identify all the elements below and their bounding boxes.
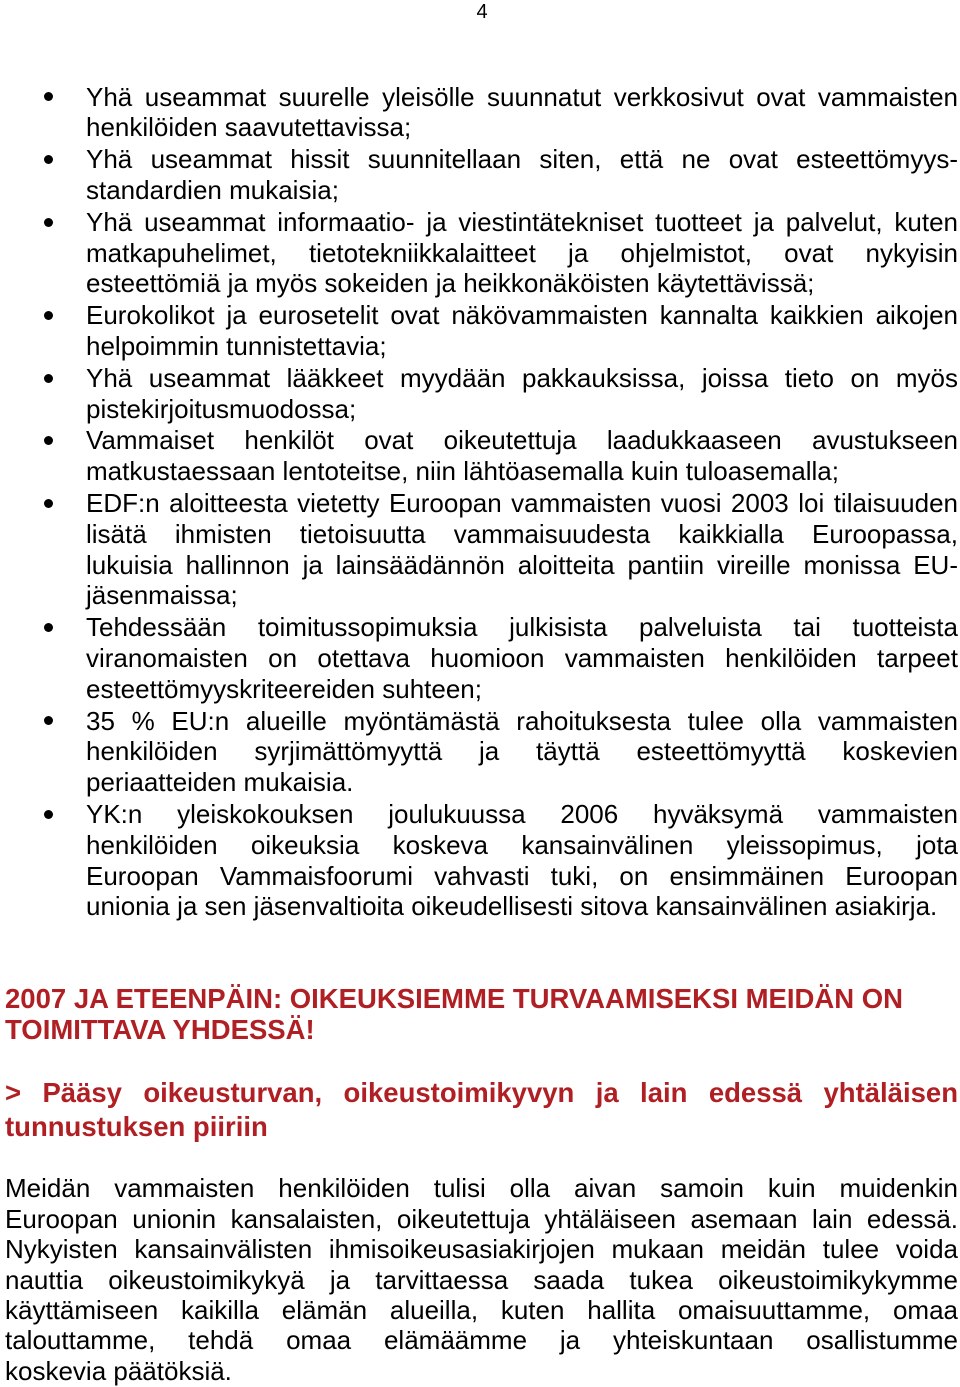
bullet-item bbox=[0, 612, 958, 704]
bullet-line: unionia ja sen jäsenvaltioita oikeudellisesti sitova kansainvälinen asiakirja. bbox=[86, 891, 938, 922]
bullet-item bbox=[0, 425, 958, 487]
paragraph-line: Nykyisten kansainvälisten ihmisoikeusasiakirjojen mukaan meidän tulee voida bbox=[5, 1234, 958, 1265]
bullet-line: standardien mukaisia; bbox=[86, 174, 339, 205]
bullet-line: Eurokolikot ja eurosetelit ovat näkövammaisten kannalta kaikkien aikojen bbox=[86, 300, 958, 331]
bullet-item bbox=[0, 488, 958, 611]
bullet-icon bbox=[44, 716, 53, 725]
bullet-line: henkilöiden saavutettavissa; bbox=[86, 112, 412, 143]
paragraph-line: Euroopan unionin kansalaisten, oikeutettuja yhtäläiseen asemaan lain edessä. bbox=[5, 1203, 958, 1234]
bullet-item bbox=[0, 207, 958, 299]
subsection-heading-line: > Pääsy oikeusturvan, oikeustoimikyvyn ja lain edessä yhtäläisen bbox=[5, 1077, 958, 1108]
bullet-line: Yhä useammat lääkkeet myydään pakkauksissa, joissa tieto on myös bbox=[86, 362, 958, 393]
section-heading bbox=[5, 983, 958, 1045]
bullet-icon bbox=[44, 499, 53, 508]
paragraph-line: käyttämiseen kaikilla elämän alueilla, kuten hallita omaisuuttamme, omaa bbox=[5, 1295, 958, 1326]
bullet-line: pistekirjoitusmuodossa; bbox=[86, 393, 357, 424]
paragraph-line: nauttia oikeustoimikykyä ja tarvittaessa saada tukea oikeustoimikykymme bbox=[5, 1264, 958, 1295]
bullet-icon bbox=[44, 218, 53, 227]
bullet-line: matkapuhelimet, tietotekniikkalaitteet ja ohjelmistot, ovat nykyisin bbox=[86, 237, 958, 268]
bullet-line: helpoimmin tunnistettavia; bbox=[86, 330, 387, 361]
bullet-line: viranomaisten on otettava huomioon vammaisten henkilöiden tarpeet bbox=[86, 642, 958, 673]
bullet-line: YK:n yleiskokouksen joulukuussa 2006 hyväksymä vammaisten bbox=[86, 798, 958, 829]
subsection-heading-line: tunnustuksen piiriin bbox=[5, 1111, 268, 1142]
bullet-line: Tehdessään toimitussopimuksia julkisista palveluista tai tuotteista bbox=[86, 612, 958, 643]
subsection-heading bbox=[5, 1076, 958, 1144]
bullet-line: esteettömiä ja myös sokeiden ja heikkonäköisten käytettävissä; bbox=[86, 268, 815, 299]
bullet-line: Yhä useammat hissit suunnitellaan siten, että ne ovat esteettömyys- bbox=[86, 144, 958, 175]
paragraph-line: koskevia päätöksiä. bbox=[5, 1355, 232, 1386]
bullet-item bbox=[0, 144, 958, 206]
bullet-line: Yhä useammat informaatio- ja viestintätekniset tuotteet ja palvelut, kuten bbox=[86, 206, 958, 237]
bullet-line: esteettömyyskriteereiden suhteen; bbox=[86, 673, 482, 704]
bullet-line: henkilöiden oikeuksia koskeva kansainvälinen yleissopimus, jota bbox=[86, 829, 958, 860]
bullet-line: jäsenmaissa; bbox=[86, 580, 238, 611]
bullet-line: 35 % EU:n alueille myöntämästä rahoituksesta tulee olla vammaisten bbox=[86, 705, 958, 736]
bullet-icon bbox=[44, 92, 53, 101]
bullet-line: Yhä useammat suurelle yleisölle suunnatut verkkosivut ovat vammaisten bbox=[86, 81, 958, 112]
bullet-icon bbox=[44, 436, 53, 445]
bullet-icon bbox=[44, 374, 53, 383]
bullet-line: Vammaiset henkilöt ovat oikeutettuja laadukkaaseen avustukseen bbox=[86, 425, 958, 456]
bullet-line: lukuisia hallinnon ja lainsäädännön aloitteita pantiin vireille monissa EU- bbox=[86, 549, 958, 580]
bullet-line: henkilöiden syrjimättömyyttä ja täyttä esteettömyyttä koskevien bbox=[86, 736, 958, 767]
section-heading-line: TOIMITTAVA YHDESSÄ! bbox=[5, 1013, 315, 1045]
bullet-line: lisätä ihmisten tietoisuutta vammaisuudesta kaikkialla Euroopassa, bbox=[86, 518, 958, 549]
section-heading-line: 2007 JA ETEENPÄIN: OIKEUKSIEMME TURVAAMISEKSI MEIDÄN ON bbox=[5, 982, 903, 1014]
bullet-list bbox=[0, 82, 960, 923]
bullet-icon bbox=[44, 623, 53, 632]
bullet-item bbox=[0, 363, 958, 425]
bullet-icon bbox=[44, 155, 53, 164]
paragraph-line: talouttamme, tehdä omaa elämäämme ja yhteiskuntaan osallistumme bbox=[5, 1325, 958, 1356]
body-paragraph bbox=[5, 1173, 958, 1386]
bullet-item bbox=[0, 706, 958, 798]
bullet-item bbox=[0, 300, 958, 362]
paragraph-line: Meidän vammaisten henkilöiden tulisi olla aivan samoin kuin muidenkin bbox=[5, 1173, 958, 1204]
bullet-icon bbox=[44, 810, 53, 819]
bullet-icon bbox=[44, 311, 53, 320]
page-number: 4 bbox=[476, 1, 488, 23]
bullet-item bbox=[0, 82, 958, 144]
bullet-line: periaatteiden mukaisia. bbox=[86, 767, 354, 798]
bullet-line: matkustaessaan lentoteitse, niin lähtöasemalla kuin tuloasemalla; bbox=[86, 456, 839, 487]
bullet-item bbox=[0, 799, 958, 922]
bullet-line: Euroopan Vammaisfoorumi vahvasti tuki, on ensimmäinen Euroopan bbox=[86, 860, 958, 891]
bullet-line: EDF:n aloitteesta vietetty Euroopan vammaisten vuosi 2003 loi tilaisuuden bbox=[86, 487, 958, 518]
